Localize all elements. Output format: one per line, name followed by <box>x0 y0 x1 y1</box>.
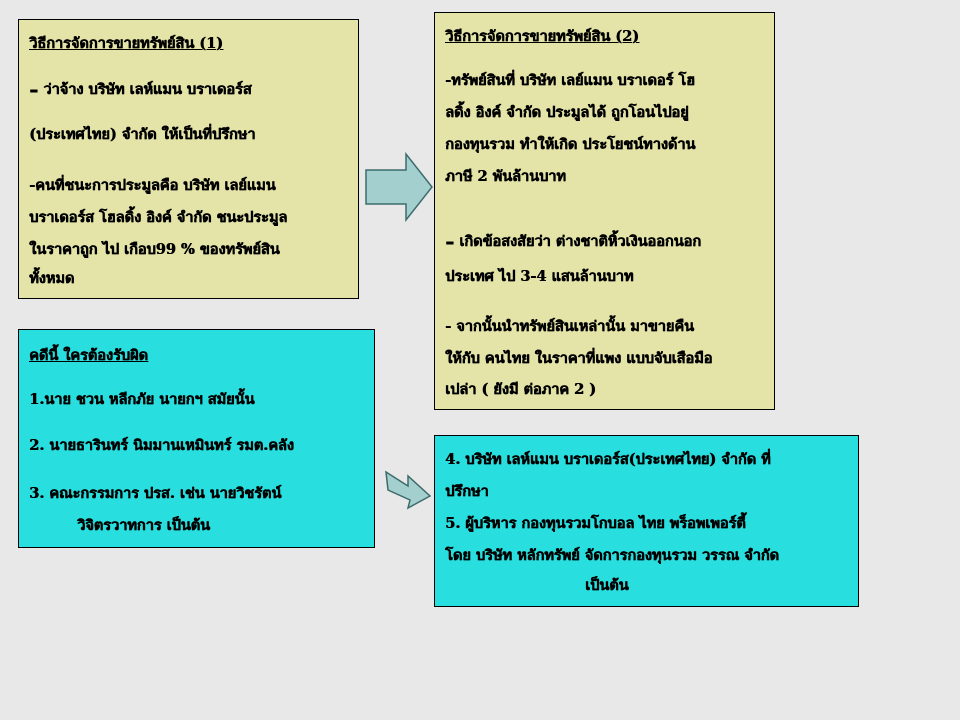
box2-line-8: ให้กับ คนไทย ในราคาที่แพง แบบจับเสือมือ <box>445 350 713 367</box>
box1-line-6: ทั้งหมด <box>29 270 75 287</box>
right-arrow-icon <box>364 152 434 222</box>
box4-item-4-cont: ปรึกษา <box>445 483 489 500</box>
box2-line-6: ประเทศ ไป 3-4 แสนล้านบาท <box>445 268 634 285</box>
box2-line-5-text: เกิดข้อสงสัยว่า ต่างชาติหิ้วเงินออกนอก <box>459 233 701 250</box>
box2-line-2: ลดิ้ง อิงค์ จำกัด ประมูลได้ ถูกโอนไปอยู่ <box>445 104 689 121</box>
box4-item-5-end: เป็นต้น <box>585 577 629 594</box>
box3-item-2: 2. นายธารินทร์ นิมมานเหมินทร์ รมต.คลัง <box>29 437 294 454</box>
box1-line-2: (ประเทศไทย) จำกัด ให้เป็นที่ปรึกษา <box>29 126 256 143</box>
box2-line-7: - จากนั้นนำทรัพย์สินเหล่านั้น มาขายคืน <box>445 318 694 335</box>
box1-dash: - <box>29 77 39 103</box>
sales-method-box-2 <box>434 12 775 410</box>
box3-item-3: 3. คณะกรรมการ ปรส. เช่น นายวิชรัตน์ <box>29 485 282 502</box>
box4-item-5: 5. ผู้บริหาร กองทุนรวมโกบอล ไทย พร็อพเพอร์ตี้ <box>445 515 746 532</box>
box1-title: วิธีการจัดการขายทรัพย์สิน (1) <box>29 35 223 52</box>
box2-line-9: เปล่า ( ยังมี ต่อภาค 2 ) <box>445 381 596 398</box>
box1-line-3: -คนที่ชนะการประมูลคือ บริษัท เลย์แมน <box>29 177 276 194</box>
box1-line-1 <box>29 78 350 101</box>
box4-item-4: 4. บริษัท เลห์แมน บราเดอร์ส(ประเทศไทย) จำกัด ที่ <box>445 451 771 468</box>
box3-title: คดีนี้ ใครต้องรับผิด <box>29 347 148 364</box>
box2-dash: - <box>445 229 455 255</box>
box2-line-3: กองทุนรวม ทำให้เกิด ประโยชน์ทางด้าน <box>445 136 696 153</box>
box1-line-5: ในราคาถูก ไป เกือบ99 % ของทรัพย์สิน <box>29 241 280 258</box>
box3-item-1: 1.นาย ชวน หลีกภัย นายกฯ สมัยนั้น <box>29 391 255 408</box>
box1-line-1-text: ว่าจ้าง บริษัท เลห์แมน บราเดอร์ส <box>43 81 252 98</box>
more-responsible-box <box>434 435 859 607</box>
who-is-responsible-box <box>18 329 375 548</box>
box1-line-4: บราเดอร์ส โฮลดิ้ง อิงค์ จำกัด ชนะประมูล <box>29 209 288 226</box>
box2-line-1: -ทรัพย์สินที่ บริษัท เลย์แมน บราเดอร์ โฮ <box>445 72 695 89</box>
box2-title: วิธีการจัดการขายทรัพย์สิน (2) <box>445 28 639 45</box>
box4-item-5-cont: โดย บริษัท หลักทรัพย์ จัดการกองทุนรวม วรรณ จำกัด <box>445 547 779 564</box>
box3-item-3-cont: วิจิตรวาทการ เป็นต้น <box>77 517 210 534</box>
box2-line-4: ภาษี 2 พันล้านบาท <box>445 168 566 185</box>
box2-line-5 <box>445 230 766 253</box>
curved-arrow-icon <box>384 462 434 512</box>
sales-method-box-1 <box>18 19 359 299</box>
